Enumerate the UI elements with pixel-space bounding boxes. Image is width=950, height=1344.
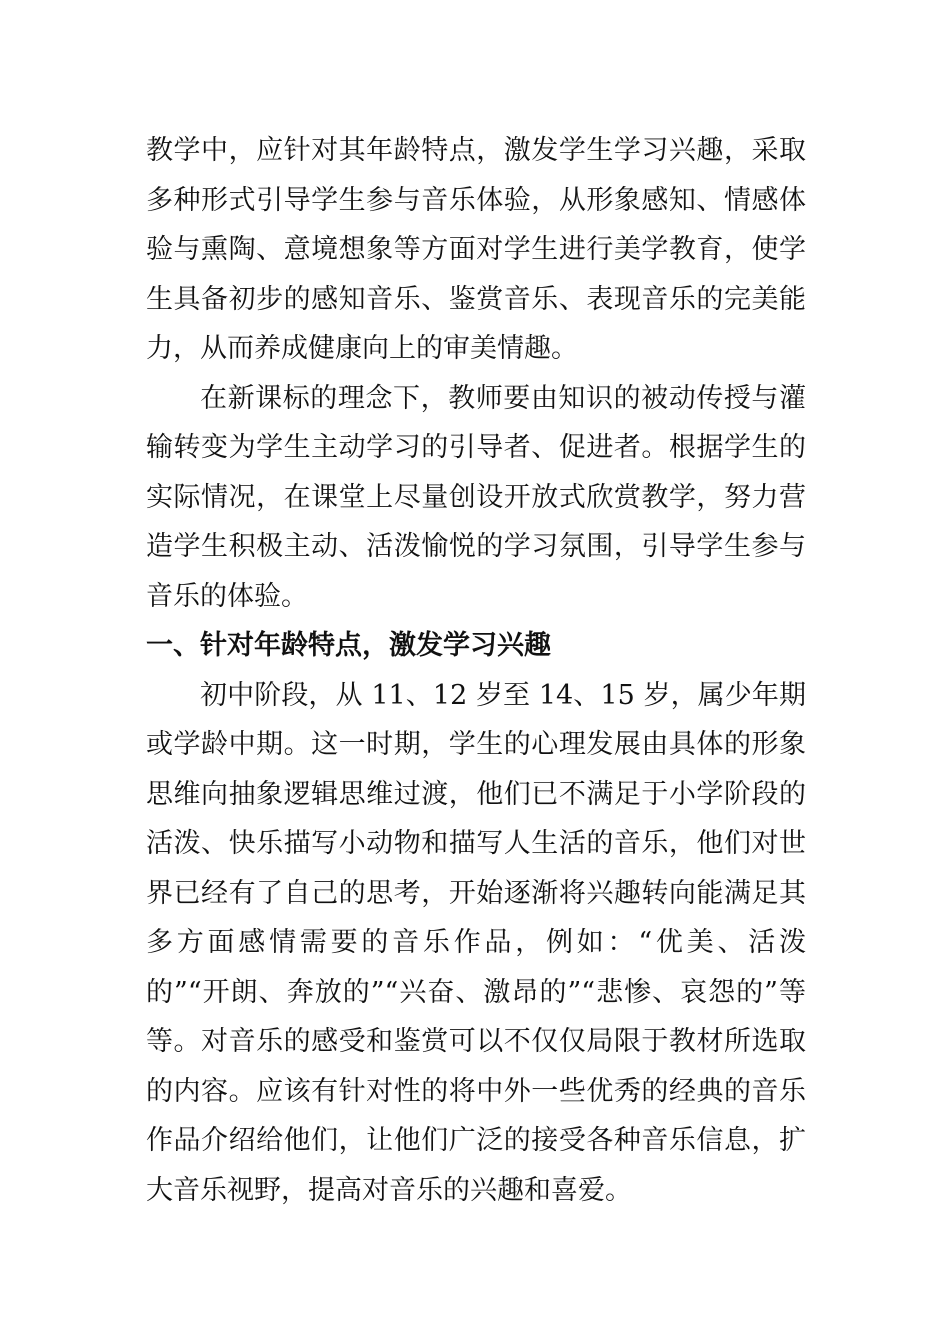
paragraph-intro-continued: 教学中，应针对其年龄特点，激发学生学习兴趣，采取多种形式引导学生参与音乐体验，从形象感知、情感体验与熏陶、意境想象等方面对学生进行美学教育，使学生具备初步的感知音乐、鉴赏音乐、表现音乐的完美能力，从而养成健康向上的审美情趣。: [146, 135, 806, 364]
document-page: [146, 126, 806, 1215]
paragraph-new-curriculum: 在新课标的理念下，教师要由知识的被动传授与灌输转变为学生主动学习的引导者、促进者。根据学生的实际情况，在课堂上尽量创设开放式欣赏教学，努力营造学生积极主动、活泼愉悦的学习氛围，引导学生参与音乐的体验。: [146, 382, 806, 612]
section-heading: 一、针对年龄特点，激发学习兴趣: [146, 630, 551, 661]
paragraph-age-characteristics: 初中阶段，从 11、12 岁至 14、15 岁，属少年期或学龄中期。这一时期，学生的心理发展由具体的形象思维向抽象逻辑思维过渡，他们已不满足于小学阶段的活泼、快乐描写小动物和描写人生活的音乐，他们对世界已经有了自己的思考，开始逐渐将兴趣转向能满足其多方面感情需要的音乐作品，例如：“优美、活泼的”“开朗、奔放的”“兴奋、激昂的”“悲惨、哀怨的”等等。对音乐的感受和鉴赏可以不仅仅局限于教材所选取的内容。应该有针对性的将中外一些优秀的经典的音乐作品介绍给他们，让他们广泛的接受各种音乐信息，扩大音乐视野，提高对音乐的兴趣和喜爱。: [146, 679, 806, 1206]
